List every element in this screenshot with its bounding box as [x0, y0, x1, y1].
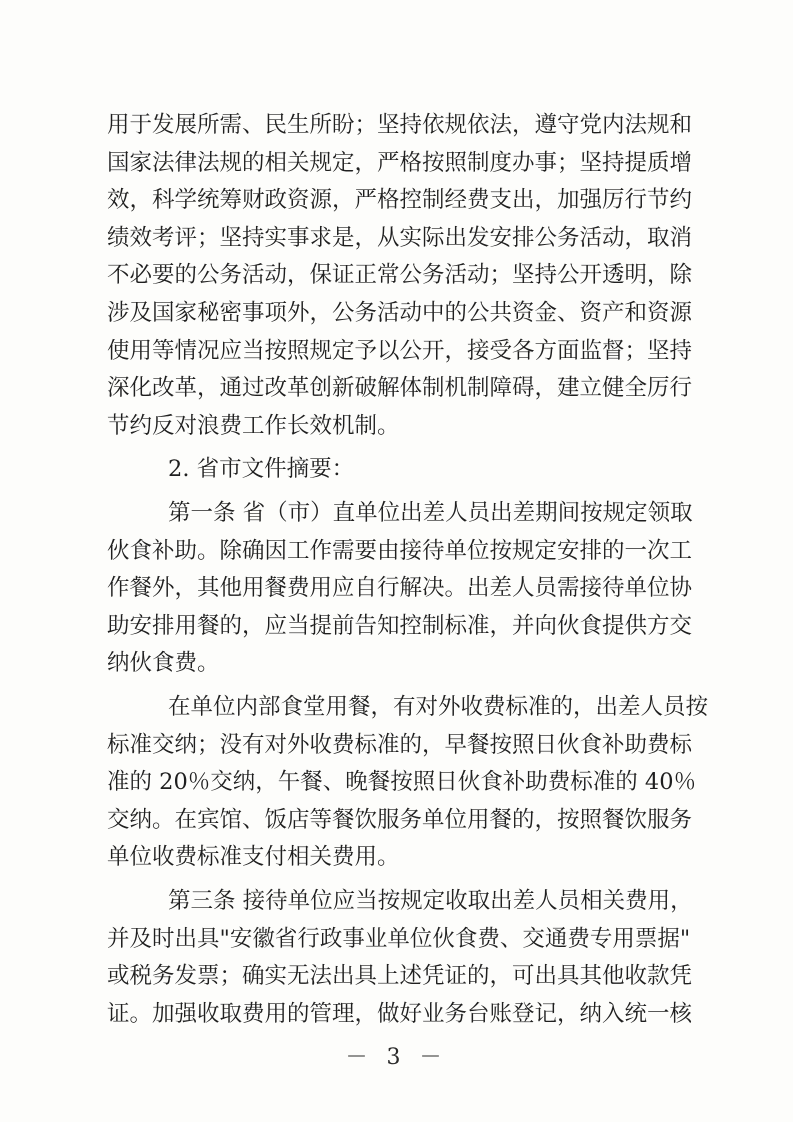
article-3-line-2: 并及时出具"安徽省行政事业单位伙食费、交通费专用票据"	[107, 925, 691, 952]
text-line-5: 不必要的公务活动，保证正常公务活动；坚持公开透明，除	[107, 262, 693, 289]
text-line-1: 用于发展所需、民生所盼；坚持依规依法，遵守党内法规和	[107, 112, 693, 138]
article-1-line-1: 第一条 省（市）直单位出差人员出差期间按规定领取	[168, 500, 693, 526]
page-number: － 3 －	[345, 1045, 448, 1070]
article-3-line-4: 证。加强收取费用的管理，做好业务台账登记，纳入统一核	[107, 1000, 693, 1027]
article-1-line-3: 作餐外，其他用餐费用应自行解决。出差人员需接待单位协	[107, 575, 693, 602]
text-line-4: 绩效考评；坚持实事求是，从实际出发安排公务活动，取消	[107, 224, 693, 251]
text-line-8: 深化改革，通过改革创新破解体制机制障碍，建立健全厉行	[107, 375, 693, 402]
article-1-line-2: 伙食补助。除确因工作需要由接待单位按规定安排的一次工	[107, 537, 693, 564]
paragraph-2-line-4: 交纳。在宾馆、饭店等餐饮服务单位用餐的，按照餐饮服务	[107, 806, 693, 833]
text-line-7: 使用等情况应当按照规定予以公开，接受各方面监督；坚持	[107, 337, 693, 364]
text-line-3: 效，科学统筹财政资源，严格控制经费支出，加强厉行节约	[107, 187, 693, 214]
paragraph-2-line-2: 标准交纳；没有对外收费标准的，早餐按照日伙食补助费标	[107, 731, 693, 758]
text-line-9: 节约反对浪费工作长效机制。	[107, 412, 400, 439]
paragraph-2-line-1: 在单位内部食堂用餐，有对外收费标准的，出差人员按	[168, 694, 709, 720]
article-1-line-4: 助安排用餐的，应当提前告知控制标准，并向伙食提供方交	[107, 612, 693, 639]
article-1-line-5: 纳伙食费。	[107, 650, 220, 677]
section-heading: 2. 省市文件摘要：	[168, 456, 355, 483]
article-3-line-1: 第三条 接待单位应当按规定收取出差人员相关费用，	[168, 888, 693, 914]
paragraph-2-line-3: 准的 20％交纳，午餐、晚餐按照日伙食补助费标准的 40％	[107, 769, 697, 796]
article-3-line-3: 或税务发票；确实无法出具上述凭证的，可出具其他收款凭	[107, 963, 693, 990]
paragraph-2-line-5: 单位收费标准支付相关费用。	[107, 844, 400, 871]
text-line-2: 国家法律法规的相关规定，严格按照制度办事；坚持提质增	[107, 149, 693, 176]
text-line-6: 涉及国家秘密事项外，公务活动中的公共资金、资产和资源	[107, 300, 693, 326]
